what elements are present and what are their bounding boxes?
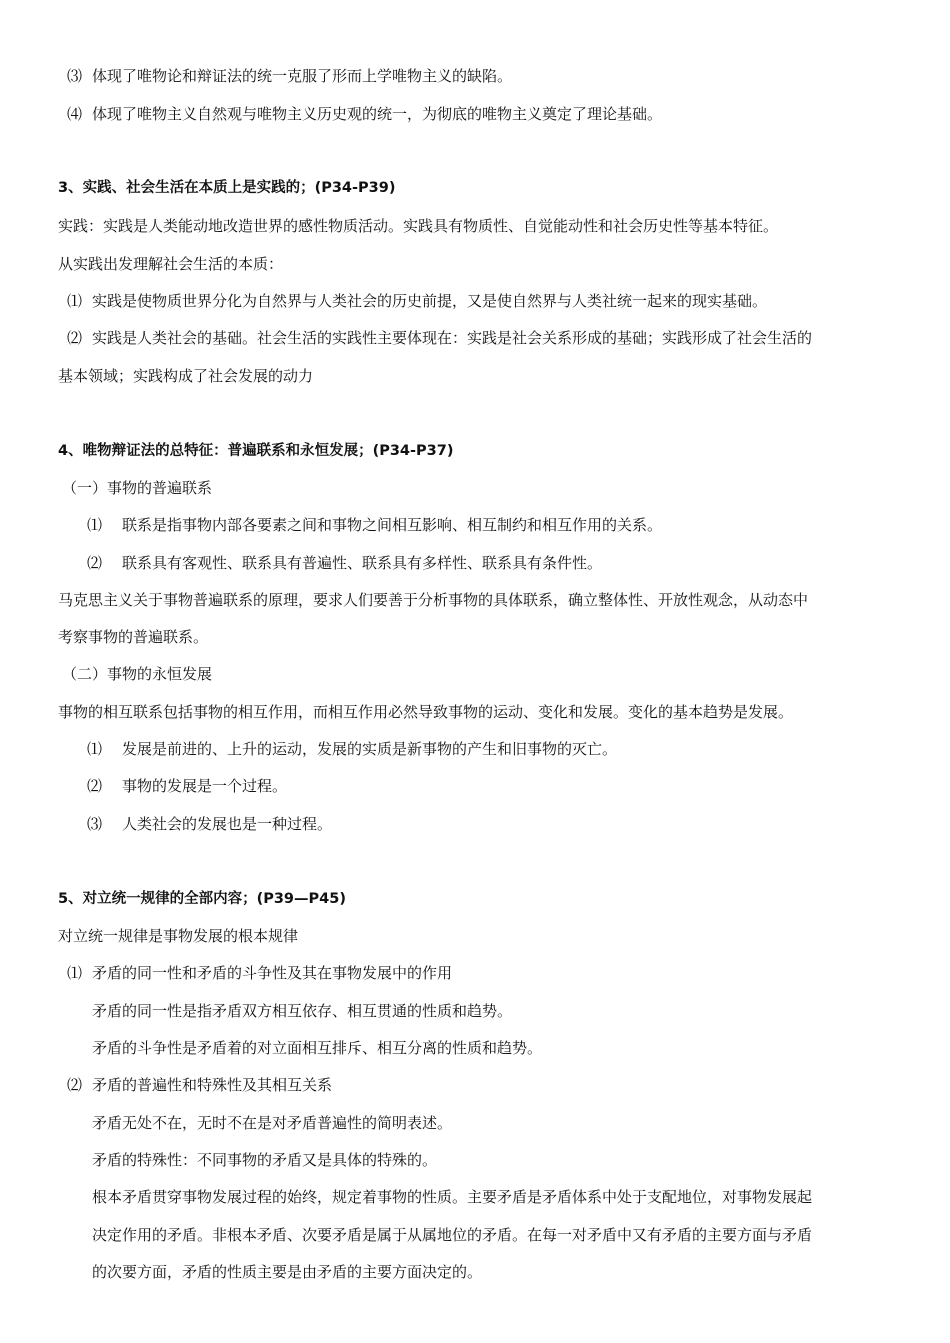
item-number: ⑵ xyxy=(87,554,103,572)
list-item xyxy=(67,1075,332,1095)
item-number: ⑴ xyxy=(67,964,83,982)
sub-heading: （二）事物的永恒发展 xyxy=(62,665,213,683)
paragraph-continuation: 决定作用的矛盾。非根本矛盾、次要矛盾是属于从属地位的矛盾。在每一对矛盾中又有矛盾的主要方面与矛盾 xyxy=(92,1226,813,1244)
paragraph: 从实践出发理解社会生活的本质： xyxy=(58,255,284,273)
item-text: 体现了唯物主义自然观与唯物主义历史观的统一，为彻底的唯物主义奠定了理论基础。 xyxy=(92,105,663,123)
list-item xyxy=(87,739,617,759)
paragraph: 事物的相互联系包括事物的相互作用，而相互作用必然导致事物的运动、变化和发展。变化的基本趋势是发展。 xyxy=(58,703,794,721)
list-item xyxy=(87,515,662,535)
item-text: 联系具有客观性、联系具有普遍性、联系具有多样性、联系具有条件性。 xyxy=(122,554,603,572)
paragraph-continuation: 基本领域；实践构成了社会发展的动力 xyxy=(58,367,314,385)
item-number: ⑵ xyxy=(67,1076,83,1094)
list-item xyxy=(67,328,812,348)
list-item xyxy=(87,776,287,796)
paragraph-continuation: 的次要方面，矛盾的性质主要是由矛盾的主要方面决定的。 xyxy=(92,1263,483,1281)
item-text: 体现了唯物论和辩证法的统一克服了形而上学唯物主义的缺陷。 xyxy=(92,67,513,85)
item-number: ⑴ xyxy=(87,740,103,758)
item-number: ⑴ xyxy=(67,292,83,310)
list-item xyxy=(87,814,332,834)
paragraph: 对立统一规律是事物发展的根本规律 xyxy=(58,927,299,945)
item-text: 事物的发展是一个过程。 xyxy=(122,777,288,795)
item-number: ⑴ xyxy=(87,516,103,534)
paragraph: 矛盾的特殊性：不同事物的矛盾又是具体的特殊的。 xyxy=(92,1151,438,1169)
paragraph: 矛盾无处不在，无时不在是对矛盾普遍性的简明表述。 xyxy=(92,1114,453,1132)
item-number: ⑷ xyxy=(67,105,83,123)
paragraph: 矛盾的斗争性是矛盾着的对立面相互排斥、相互分离的性质和趋势。 xyxy=(92,1039,543,1057)
section-heading: 3、实践、社会生活在本质上是实践的；(P34-P39) xyxy=(58,180,396,196)
paragraph: 实践：实践是人类能动地改造世界的感性物质活动。实践具有物质性、自觉能动性和社会历史性等基本特征。 xyxy=(58,217,779,235)
section-heading: 4、唯物辩证法的总特征：普遍联系和永恒发展；(P34-P37) xyxy=(58,443,454,459)
list-item xyxy=(67,291,767,311)
item-number: ⑵ xyxy=(67,329,83,347)
item-number: ⑶ xyxy=(67,67,83,85)
item-text: 实践是人类社会的基础。社会生活的实践性主要体现在：实践是社会关系形成的基础；实践形成了社会生活的 xyxy=(92,329,813,347)
item-text: 矛盾的同一性和矛盾的斗争性及其在事物发展中的作用 xyxy=(92,964,453,982)
list-item xyxy=(87,553,602,573)
section-heading: 5、对立统一规律的全部内容；(P39—P45) xyxy=(58,891,346,907)
item-text: 发展是前进的、上升的运动，发展的实质是新事物的产生和旧事物的灭亡。 xyxy=(122,740,618,758)
paragraph: 矛盾的同一性是指矛盾双方相互依存、相互贯通的性质和趋势。 xyxy=(92,1002,513,1020)
paragraph-continuation: 考察事物的普遍联系。 xyxy=(58,628,209,646)
item-text: 实践是使物质世界分化为自然界与人类社会的历史前提，又是使自然界与人类社统一起来的现实基础。 xyxy=(92,292,768,310)
item-text: 人类社会的发展也是一种过程。 xyxy=(122,815,333,833)
item-text: 联系是指事物内部各要素之间和事物之间相互影响、相互制约和相互作用的关系。 xyxy=(122,516,663,534)
item-text: 矛盾的普遍性和特殊性及其相互关系 xyxy=(92,1076,333,1094)
list-item xyxy=(67,963,452,983)
list-item xyxy=(67,66,512,86)
item-number: ⑶ xyxy=(87,815,103,833)
paragraph: 马克思主义关于事物普遍联系的原理，要求人们要善于分析事物的具体联系，确立整体性、开放性观念，从动态中 xyxy=(58,591,809,609)
sub-heading: （一）事物的普遍联系 xyxy=(62,479,213,497)
list-item xyxy=(67,104,662,124)
paragraph: 根本矛盾贯穿事物发展过程的始终，规定着事物的性质。主要矛盾是矛盾体系中处于支配地位，对事物发展起 xyxy=(92,1188,813,1206)
item-number: ⑵ xyxy=(87,777,103,795)
